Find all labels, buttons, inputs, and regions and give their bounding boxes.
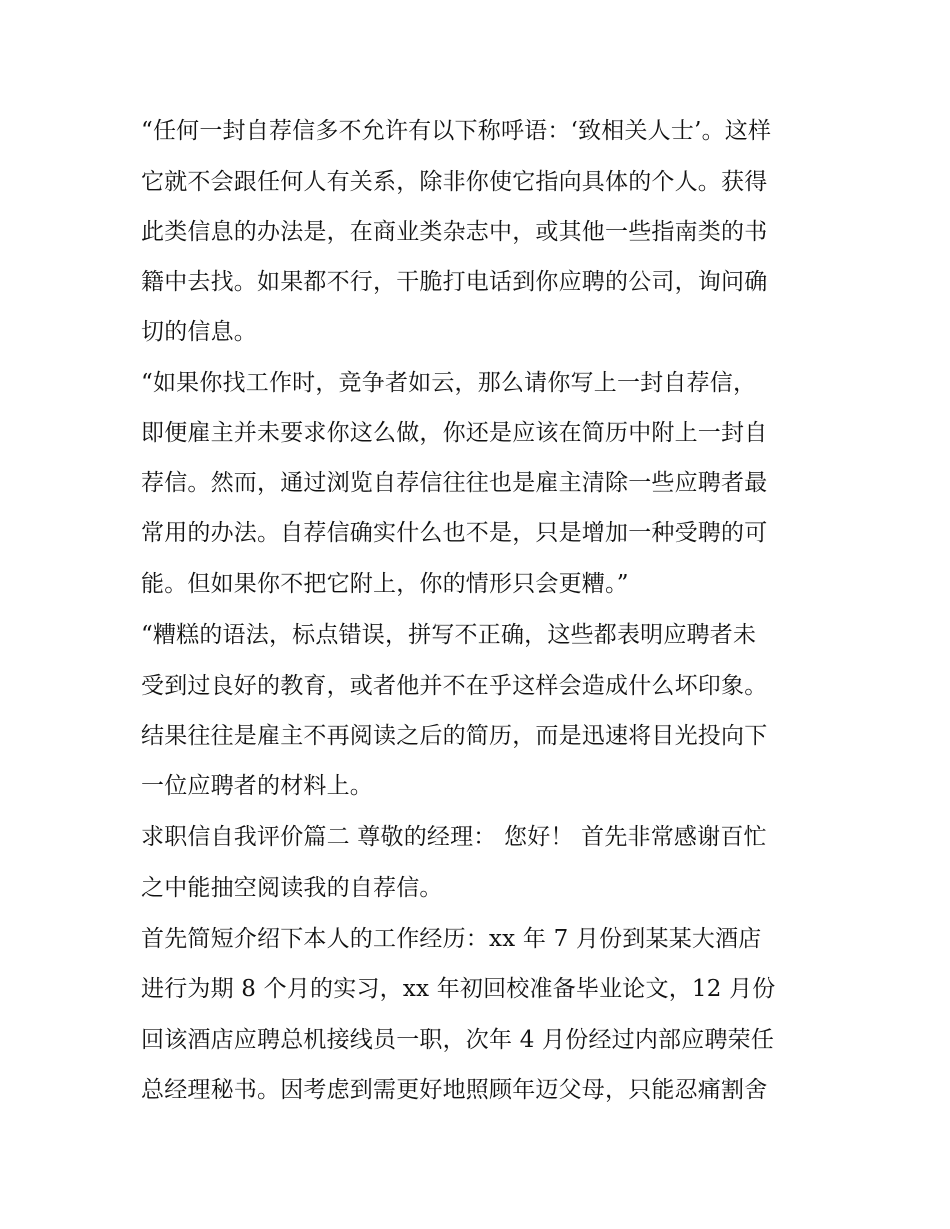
- text-line: 结果往往是雇主不再阅读之后的简历，而是迅速将目光投向下: [141, 723, 768, 749]
- text-line: 回该酒店应聘总机接线员一职，次年 4 月份经过内部应聘荣任: [141, 1027, 775, 1053]
- text-line: 首先简短介绍下本人的工作经历：xx 年 7 月份到某某大酒店: [141, 926, 762, 952]
- text-line: “如果你找工作时，竞争者如云，那么请你写上一封自荐信，: [141, 370, 757, 396]
- text-line: 籍中去找。如果都不行，干脆打电话到你应聘的公司，询问确: [141, 269, 768, 295]
- text-line: 此类信息的办法是，在商业类杂志中，或其他一些指南类的书: [141, 219, 768, 245]
- text-line: 总经理秘书。因考虑到需更好地照顾年迈父母，只能忍痛割舍: [141, 1077, 768, 1103]
- text-line: 求职信自我评价篇二 尊敬的经理： 您好！ 首先非常感谢百忙: [141, 824, 767, 850]
- text-line: 进行为期 8 个月的实习，xx 年初回校准备毕业论文，12 月份: [141, 976, 776, 1002]
- text-line: 之中能抽空阅读我的自荐信。: [141, 875, 443, 901]
- text-line: “糟糕的语法，标点错误，拼写不正确，这些都表明应聘者未: [141, 622, 757, 648]
- text-line: 受到过良好的教育，或者他并不在乎这样会造成什么坏印象。: [141, 673, 768, 699]
- text-line: 能。但如果你不把它附上，你的情形只会更糟。”: [141, 571, 629, 597]
- text-line: “任何一封自荐信多不允许有以下称呼语：‘致相关人士’。这样: [141, 118, 772, 144]
- text-line: 荐信。然而，通过浏览自荐信往往也是雇主清除一些应聘者最: [141, 470, 768, 496]
- text-line: 切的信息。: [141, 319, 257, 345]
- text-line: 它就不会跟任何人有关系，除非你使它指向具体的个人。获得: [141, 169, 768, 195]
- text-line: 一位应聘者的材料上。: [141, 773, 373, 799]
- text-line: 即便雇主并未要求你这么做，你还是应该在简历中附上一封自: [141, 420, 768, 446]
- text-line: 常用的办法。自荐信确实什么也不是，只是增加一种受聘的可: [141, 520, 768, 546]
